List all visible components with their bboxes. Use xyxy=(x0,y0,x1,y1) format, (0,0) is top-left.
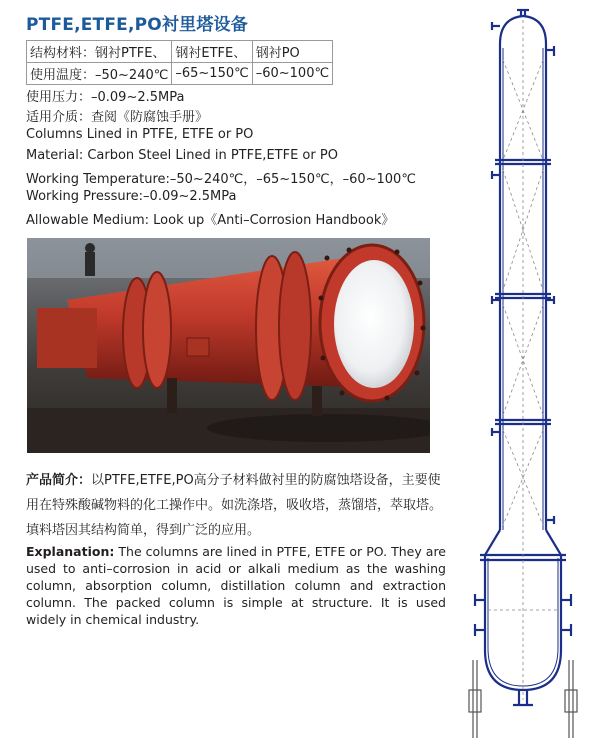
spec-pressure-cn: 使用压力：–0.09~2.5MPa xyxy=(26,90,185,105)
product-photo xyxy=(27,238,430,453)
spec-pressure-en: Working Pressure:–0.09~2.5MPa xyxy=(26,189,237,204)
lined-column-photo-image xyxy=(27,238,430,453)
column-drawing xyxy=(455,0,600,742)
spec-cell: 钢衬PO xyxy=(252,41,332,63)
spec-cell: –60~100℃ xyxy=(252,63,332,85)
spec-material-en: Material: Carbon Steel Lined in PTFE,ETFE or PO xyxy=(26,148,338,163)
spec-row-material xyxy=(27,41,333,63)
spec-temperature-en: Working Temperature:–50~240℃，–65~150℃，–60~100℃ xyxy=(26,172,416,187)
spec-medium-en: Allowable Medium: Look up《Anti–Corrosion Handbook》 xyxy=(26,213,395,228)
product-intro-cn xyxy=(26,468,446,543)
spec-cell: 钢衬ETFE、 xyxy=(172,41,252,63)
product-intro-label: 产品简介： xyxy=(26,473,92,488)
explanation-label: Explanation: xyxy=(26,544,115,559)
spec-cell: 结构材料：钢衬PTFE、 xyxy=(27,41,172,63)
product-intro-en xyxy=(26,543,446,628)
explanation-text: The columns are lined in PTFE, ETFE or PO. They are used to anti–corrosion in acid or alkali medium as the washing column, absorption column, distillation column and extraction column. The packed column is simple at structure. It is used widely in chemical industry. xyxy=(26,544,446,627)
product-intro-text: 以PTFE,ETFE,PO高分子材料做衬里的防腐蚀塔设备，主要使用在特殊酸碱物料的化工操作中。如洗涤塔，吸收塔，蒸馏塔，萃取塔。填料塔因其结构简单，得到广泛的应用。 xyxy=(26,473,443,538)
spec-medium-cn: 适用介质：查阅《防腐蚀手册》 xyxy=(26,110,209,125)
page-title: PTFE,ETFE,PO衬里塔设备 xyxy=(26,15,248,35)
column-diagram-image xyxy=(455,0,600,742)
spec-row-temperature xyxy=(27,63,333,85)
spec-cell: 使用温度：–50~240℃ xyxy=(27,63,172,85)
spec-title-en: Columns Lined in PTFE, ETFE or PO xyxy=(26,127,254,142)
spec-table xyxy=(26,40,333,85)
spec-cell: –65~150℃ xyxy=(172,63,252,85)
